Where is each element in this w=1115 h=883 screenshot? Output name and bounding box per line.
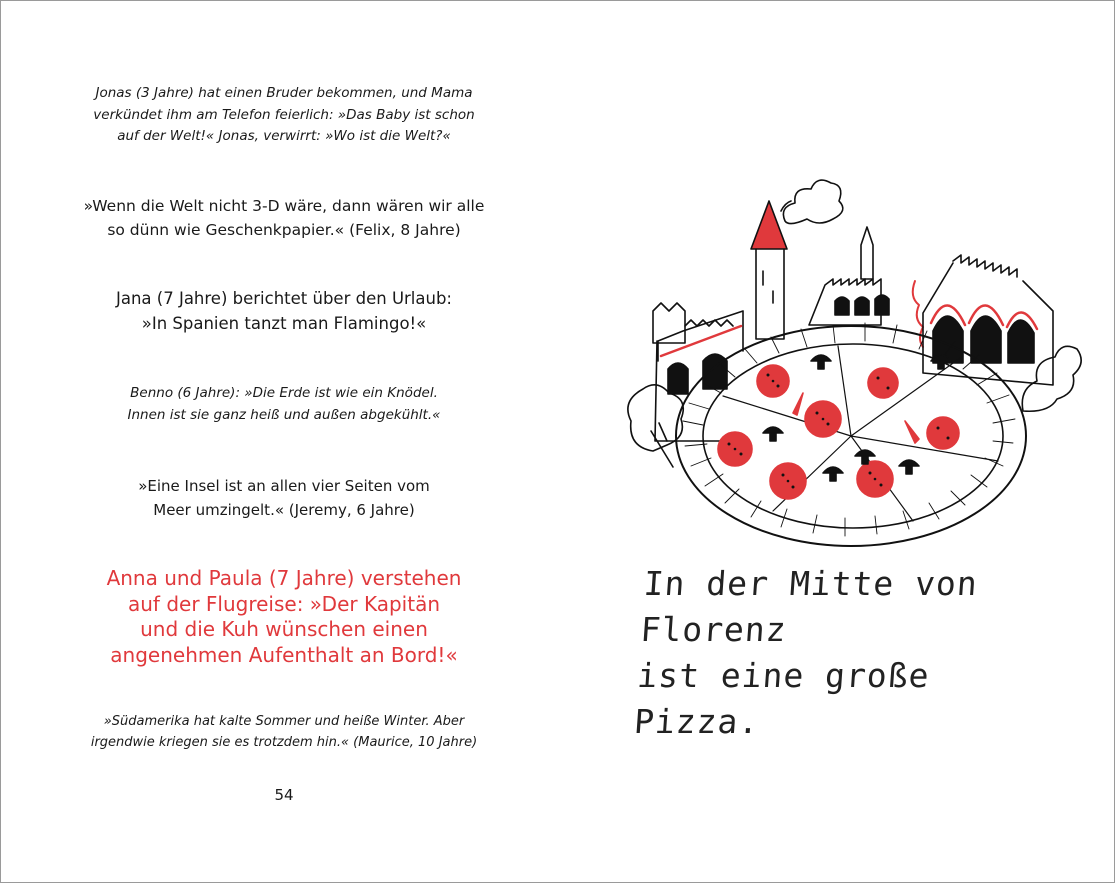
quote-felix: »Wenn die Welt nicht 3-D wäre, dann wären wir alle so dünn wie Geschenkpapier.« (Felix, 8 Jahre) (83, 197, 485, 239)
pizza-city-drawing-icon (613, 161, 1083, 561)
quote-maurice: »Südamerika hat kalte Sommer und heiße Winter. Aber irgendwie kriegen sie es trotzdem hin.« (Maurice, 10 Jahre) (90, 714, 478, 750)
quote-anna-paula: Anna und Paula (7 Jahre) verstehen auf der Flugreise: »Der Kapitän und die Kuh wünschen einen angenehmen Aufenthalt an Bord!« (106, 566, 462, 667)
quote-jonas: Jonas (3 Jahre) hat einen Bruder bekommen, und Mama verkündet ihm am Telefon feierlich: »Das Baby ist schon auf der Welt!« Jonas, verwirrt: »Wo ist die Welt?« (93, 85, 475, 144)
page-number: 54 (274, 786, 294, 804)
illustration-caption: In der Mitte von Florenz ist eine große Pizza. (632, 564, 980, 741)
quote-benno: Benno (6 Jahre): »Die Erde ist wie ein Knödel. Innen ist sie ganz heiß und außen abgekühlt.« (127, 385, 441, 423)
quote-jana: Jana (7 Jahre) berichtet über den Urlaub: »In Spanien tanzt man Flamingo!« (115, 289, 452, 333)
quote-jeremy: »Eine Insel ist an allen vier Seiten vom Meer umzingelt.« (Jeremy, 6 Jahre) (138, 477, 430, 519)
